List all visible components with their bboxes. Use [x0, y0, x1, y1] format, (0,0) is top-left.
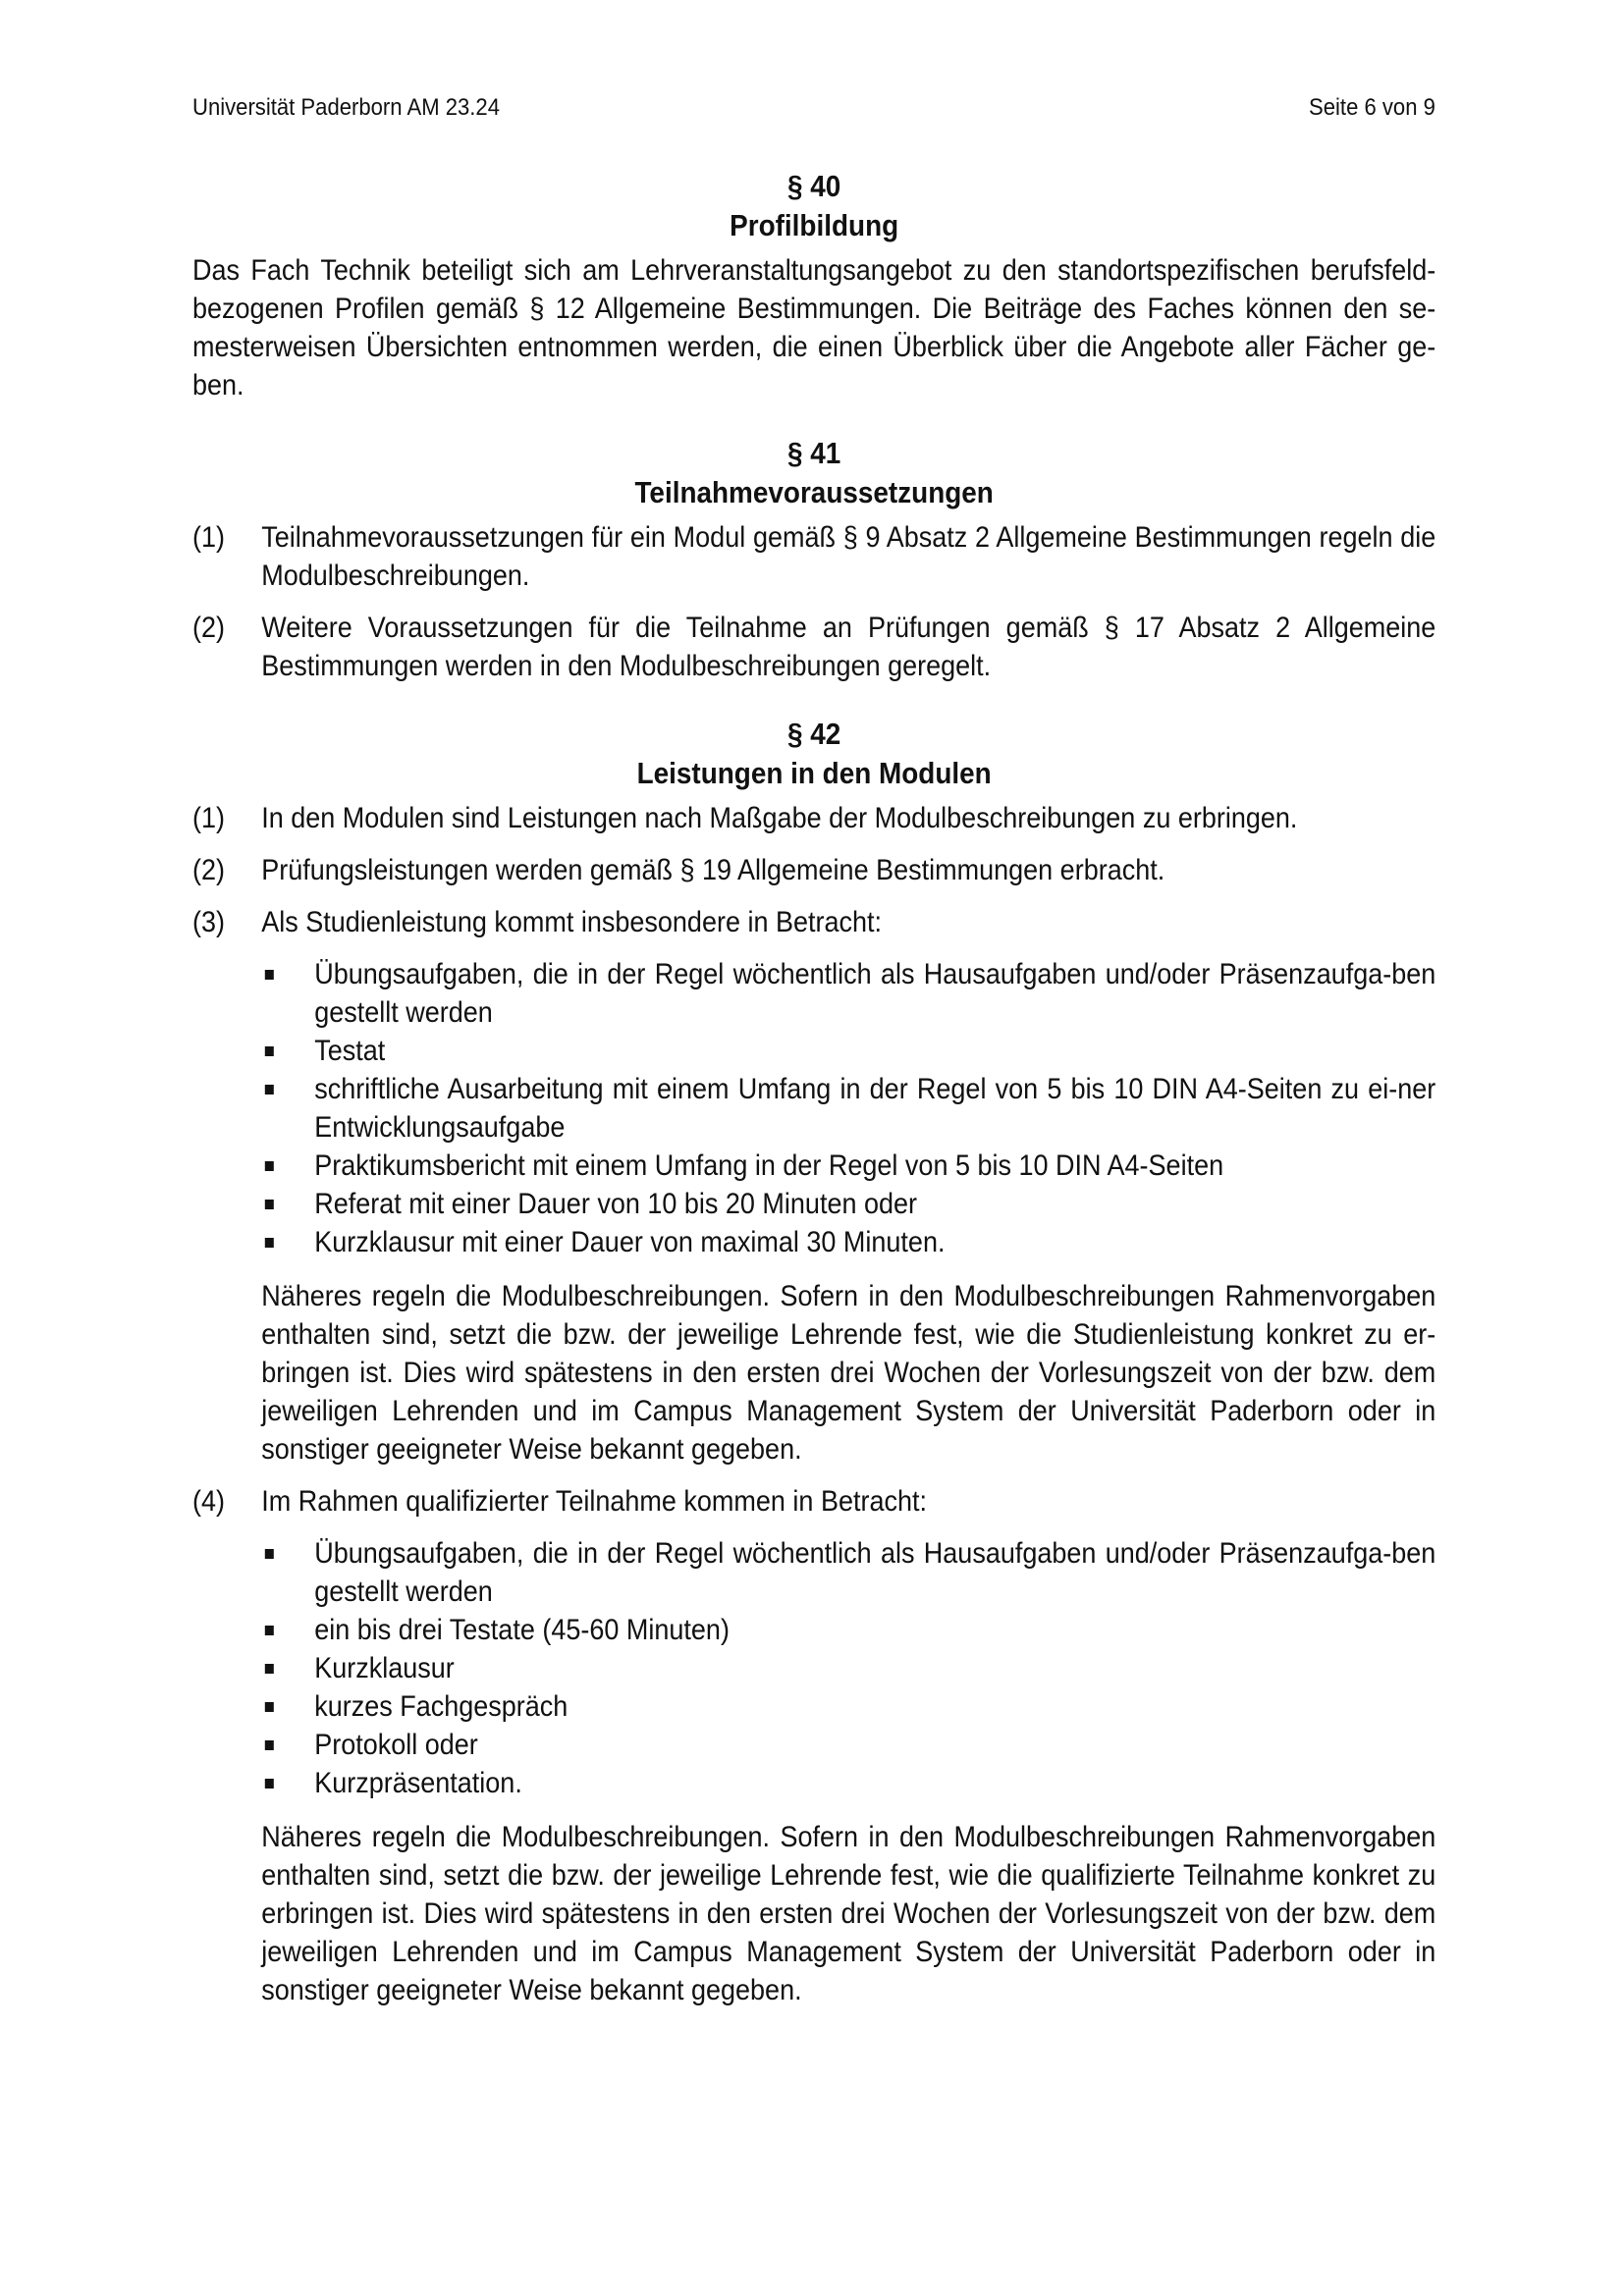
list-item — [261, 1611, 1435, 1649]
paragraph-number: (2) — [192, 854, 226, 886]
paragraph-text: In den Modulen sind Leistungen nach Maßgabe der Modulbeschreibungen zu erbringen. — [261, 802, 1298, 834]
section-number: § 41 — [786, 436, 841, 470]
list-item — [261, 1534, 1435, 1611]
bullet-square-icon — [261, 1649, 314, 1687]
paragraph-item — [192, 609, 1435, 685]
paragraph-item — [192, 903, 1435, 1468]
paragraph-text: Als Studienleistung kommt insbesondere in Betracht: — [261, 906, 883, 938]
list-item-text: Übungsaufgaben, die in der Regel wöchentlich als Hausaufgaben und/oder Präsenzaufga-ben gestellt werden — [314, 1537, 1436, 1608]
bullet-square-icon — [261, 1147, 314, 1185]
paragraph-number: (1) — [192, 521, 226, 554]
list-item — [261, 1726, 1435, 1764]
list-item — [261, 1147, 1435, 1185]
page-content — [192, 167, 1435, 2009]
bullet-square-icon — [261, 1687, 314, 1726]
paragraph-item — [192, 851, 1435, 889]
paragraph-number: (4) — [192, 1485, 226, 1518]
list-item-text: Protokoll oder — [314, 1729, 478, 1761]
paragraph-text: Prüfungsleistungen werden gemäß § 19 Allgemeine Bestimmungen erbracht. — [261, 854, 1165, 886]
bullet-square-icon — [261, 1611, 314, 1649]
list-item-text: Kurzklausur — [314, 1652, 455, 1684]
list-item — [261, 1687, 1435, 1726]
list-item — [261, 1764, 1435, 1802]
paragraph-body — [261, 1482, 1435, 2009]
paragraph-item — [192, 799, 1435, 837]
section-title: Teilnahmevoraussetzungen — [634, 475, 994, 509]
paragraph-item — [192, 518, 1435, 595]
paragraph-text: Teilnahmevoraussetzungen für ein Modul gemäß § 9 Absatz 2 Allgemeine Bestimmungen regeln die Modulbeschreibungen. — [261, 521, 1436, 592]
list-item-text: schriftliche Ausarbeitung mit einem Umfang in der Regel von 5 bis 10 DIN A4-Seiten zu ei-ner Entwicklungsaufgabe — [314, 1073, 1436, 1144]
section-42 — [192, 715, 1435, 2009]
bullet-list — [261, 1534, 1435, 1802]
section-40 — [192, 167, 1435, 404]
paragraph-text: Näheres regeln die Modulbeschreibungen. Sofern in den Modulbeschreibungen Rahmenvorgaben enthalten sind, setzt die bzw. der jeweilige Lehrende fest, wie die Studienleistung konkret zu er-bringen ist. Dies wird spätestens in den ersten drei Wochen der Vorlesungszeit von der bzw. dem jeweiligen Lehrenden und im Campus Management System der Universität Paderborn oder in sonstiger geeigneter Weise bekannt gegeben. — [261, 1280, 1436, 1466]
section-41 — [192, 434, 1435, 685]
list-item-text: Kurzpräsentation. — [314, 1767, 522, 1799]
bullet-square-icon — [261, 1070, 314, 1147]
bullet-square-icon — [261, 955, 314, 1032]
list-item-text: Praktikumsbericht mit einem Umfang in der Regel von 5 bis 10 DIN A4-Seiten — [314, 1149, 1224, 1182]
paragraph-text: Weitere Voraussetzungen für die Teilnahme an Prüfungen gemäß § 17 Absatz 2 Allgemeine Bestimmungen werden in den Modulbeschreibungen geregelt. — [261, 612, 1436, 682]
list-item-text: ein bis drei Testate (45-60 Minuten) — [314, 1614, 730, 1646]
section-number: § 40 — [786, 169, 841, 203]
list-item-text: Testat — [314, 1035, 386, 1067]
paragraph-number: (1) — [192, 802, 226, 834]
bullet-list — [261, 955, 1435, 1261]
bullet-square-icon — [261, 1764, 314, 1802]
list-item-text: Kurzklausur mit einer Dauer von maximal 30 Minuten. — [314, 1226, 946, 1258]
list-item — [261, 955, 1435, 1032]
list-item-text: Übungsaufgaben, die in der Regel wöchentlich als Hausaufgaben und/oder Präsenzaufga-ben gestellt werden — [314, 958, 1436, 1029]
list-item — [261, 1223, 1435, 1261]
list-item — [261, 1649, 1435, 1687]
list-item-text: kurzes Fachgespräch — [314, 1690, 568, 1723]
bullet-square-icon — [261, 1534, 314, 1611]
header-left: Universität Paderborn AM 23.24 — [192, 94, 500, 121]
paragraph-text: Näheres regeln die Modulbeschreibungen. Sofern in den Modulbeschreibungen Rahmenvorgaben enthalten sind, setzt die bzw. der jeweilige Lehrende fest, wie die qualifizierte Teilnahme konkret zu erbringen ist. Dies wird spätestens in den ersten drei Wochen der Vorlesungszeit von der bzw. dem jeweiligen Lehrenden und im Campus Management System der Universität Paderborn oder in sonstiger geeigneter Weise bekannt gegeben. — [261, 1821, 1436, 2006]
section-text: Das Fach Technik beteiligt sich am Lehrveranstaltungsangebot zu den standortspezifischen berufsfeld-bezogenen Profilen gemäß § 12 Allgemeine Bestimmungen. Die Beiträge des Faches können den se-mesterweisen Übersichten entnommen werden, die einen Überblick über die Angebote aller Fächer ge-ben. — [192, 254, 1436, 401]
page-header — [192, 94, 1435, 122]
list-item-text: Referat mit einer Dauer von 10 bis 20 Minuten oder — [314, 1188, 918, 1220]
paragraph-body — [261, 903, 1435, 1468]
section-title: Leistungen in den Modulen — [636, 756, 992, 790]
bullet-square-icon — [261, 1223, 314, 1261]
section-number: § 42 — [786, 717, 841, 751]
bullet-square-icon — [261, 1032, 314, 1070]
list-item — [261, 1070, 1435, 1147]
paragraph-number: (3) — [192, 906, 226, 938]
page-number: Seite 6 von 9 — [1309, 94, 1435, 121]
bullet-square-icon — [261, 1185, 314, 1223]
paragraph-number: (2) — [192, 612, 226, 644]
paragraph-item — [192, 1482, 1435, 2009]
list-item — [261, 1185, 1435, 1223]
list-item — [261, 1032, 1435, 1070]
bullet-square-icon — [261, 1726, 314, 1764]
section-title: Profilbildung — [730, 208, 899, 242]
paragraph-text: Im Rahmen qualifizierter Teilnahme kommen in Betracht: — [261, 1485, 927, 1518]
